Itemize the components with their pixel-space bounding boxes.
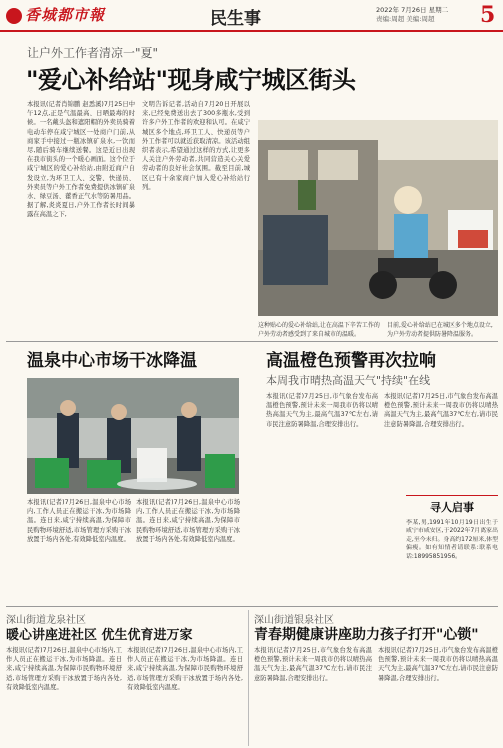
- page-number: 5: [480, 2, 496, 28]
- bottom-left-kicker: 深山街道龙泉社区: [6, 615, 86, 626]
- date-line: 2022年 7月26日 星期二: [376, 6, 449, 14]
- notice-title: 寻人启事: [430, 501, 474, 514]
- heat-story-column-1: 本报讯(记者)7月25日,市气象台发布高温橙色预警,预计未来一周我市仍将以晴热高温天气为主,最高气温37℃左右,请市民注意防暑降温,合理安排出行。: [266, 393, 378, 428]
- bottom-left-headline: 暖心讲座进社区 优生优育进万家: [6, 628, 193, 643]
- section-title: 民生事: [210, 9, 261, 29]
- bottom-left-column-2: 本报讯(记者)7月26日,温泉中心市场内,工作人员正在搬运干冰,为市场降温。连日来,咸宁持续高温,为保障市民购物环境舒适,市场管理方采购干冰放置于场内各处,有效降低室内温度。: [127, 647, 243, 691]
- bottom-right-column-1: 本报讯(记者)7月25日,市气象台发布高温橙色预警,预计未来一周我市仍将以晴热高温天气为主,最高气温37℃左右,请市民注意防暑降温,合理安排出行。: [254, 647, 372, 682]
- top-story-kicker: 让户外工作者清凉一"夏": [27, 46, 159, 60]
- market-story-column-1: 本报讯(记者)7月26日,温泉中心市场内,工作人员正在搬运干冰,为市场降温。连日来,咸宁持续高温,为保障市民购物环境舒适,市场管理方采购干冰放置于场内各处,有效降低室内温度。: [27, 499, 131, 543]
- heat-story-subhead: 本周我市晴热高温天气"持续"在线: [266, 374, 431, 387]
- logo-mark-icon: [6, 8, 22, 24]
- market-story-column-2: 本报讯(记者)7月26日,温泉中心市场内,工作人员正在搬运干冰,为市场降温。连日来,咸宁持续高温,为保障市民购物环境舒适,市场管理方采购干冰放置于场内各处,有效降低室内温度。: [136, 499, 240, 543]
- bottom-right-kicker: 深山街道银泉社区: [254, 615, 334, 626]
- top-story-column-1: 本报讯(记者肖锦鹏 赵悉溪)7月25日中午12点,正是气温最高、日晒最毒的时候。一名戴头盔和遮阳帽的外卖员骑着电动车停在咸宁城区一处商户门前,从商家手中接过一瓶冰镇矿泉水,一饮而尽,随后骑车继续送餐。这是近日出现在我市街头的一个暖心画面。这个位于咸宁城区的爱心补给站,由附近商户自发设立,为环卫工人、交警、快递员、外卖员等户外工作者免费提供冰镇矿泉水、绿豆汤、藿香正气水等防暑用品。据了解,炎炎夏日,户外工作者长时间暴露在高温之下,: [27, 101, 135, 219]
- masthead-logo: [6, 4, 136, 28]
- top-photo-caption-left: 这种贴心的爱心补给站,让在高温下辛苦工作的户外劳动者感受到了来自城市的温暖。: [258, 322, 380, 338]
- header-dateline: [376, 6, 476, 24]
- bottom-right-column-2: 本报讯(记者)7月25日,市气象台发布高温橙色预警,预计未来一周我市仍将以晴热高温天气为主,最高气温37℃左右,请市民注意防暑降温,合理安排出行。: [378, 647, 498, 682]
- column-divider: [248, 610, 249, 746]
- heat-story-column-2: 本报讯(记者)7月25日,市气象台发布高温橙色预警,预计未来一周我市仍将以晴热高温天气为主,最高气温37℃左右,请市民注意防暑降温,合理安排出行。: [384, 393, 498, 428]
- heat-story-headline: 高温橙色预警再次拉响: [266, 351, 436, 371]
- section-divider-bottom: [6, 606, 498, 607]
- top-story-column-2: 文明告诉记者,活动自7月20日开展以来,已经免费送出去了300多瓶水,受到许多户外工作者的欢迎和认可。在咸宁城区多个地点,环卫工人、快递员等户外工作者可以就近获取清凉。该活动组织者表示,希望通过这样的方式,让更多人关注户外劳动者,共同营造关心关爱劳动者的良好社会氛围。截至目前,城区已有十余家商户加入爱心补给站行列。: [142, 101, 250, 191]
- bottom-left-column-1: 本报讯(记者)7月26日,温泉中心市场内,工作人员正在搬运干冰,为市场降温。连日来,咸宁持续高温,为保障市民购物环境舒适,市场管理方采购干冰放置于场内各处,有效降低室内温度。: [6, 647, 122, 691]
- bottom-right-headline: 青春期健康讲座助力孩子打开"心锁": [254, 627, 479, 643]
- market-story-headline: 温泉中心市场干冰降温: [27, 351, 197, 371]
- top-photo-caption-right: 目前,爱心补给站已在城区多个地点设立,为户外劳动者提供防暑降温服务。: [387, 322, 493, 338]
- editor-line: 责编:周超 美编:周超: [376, 15, 435, 23]
- top-story-photo: [258, 120, 498, 316]
- masthead-text: 香城都市報: [25, 6, 106, 24]
- section-divider: [6, 341, 498, 342]
- header-rule: [0, 30, 503, 32]
- missing-person-notice: [406, 495, 498, 599]
- notice-body: 李某,男,1991年10月19日出生于咸宁市咸安区,于2022年7月离家出走,至今未归。身高约172厘米,体型偏瘦。如有知情者请联系:联系电话:18995851956。: [406, 520, 498, 560]
- market-story-photo: [27, 378, 239, 494]
- top-story-headline: "爱心补给站"现身咸宁城区街头: [26, 66, 356, 94]
